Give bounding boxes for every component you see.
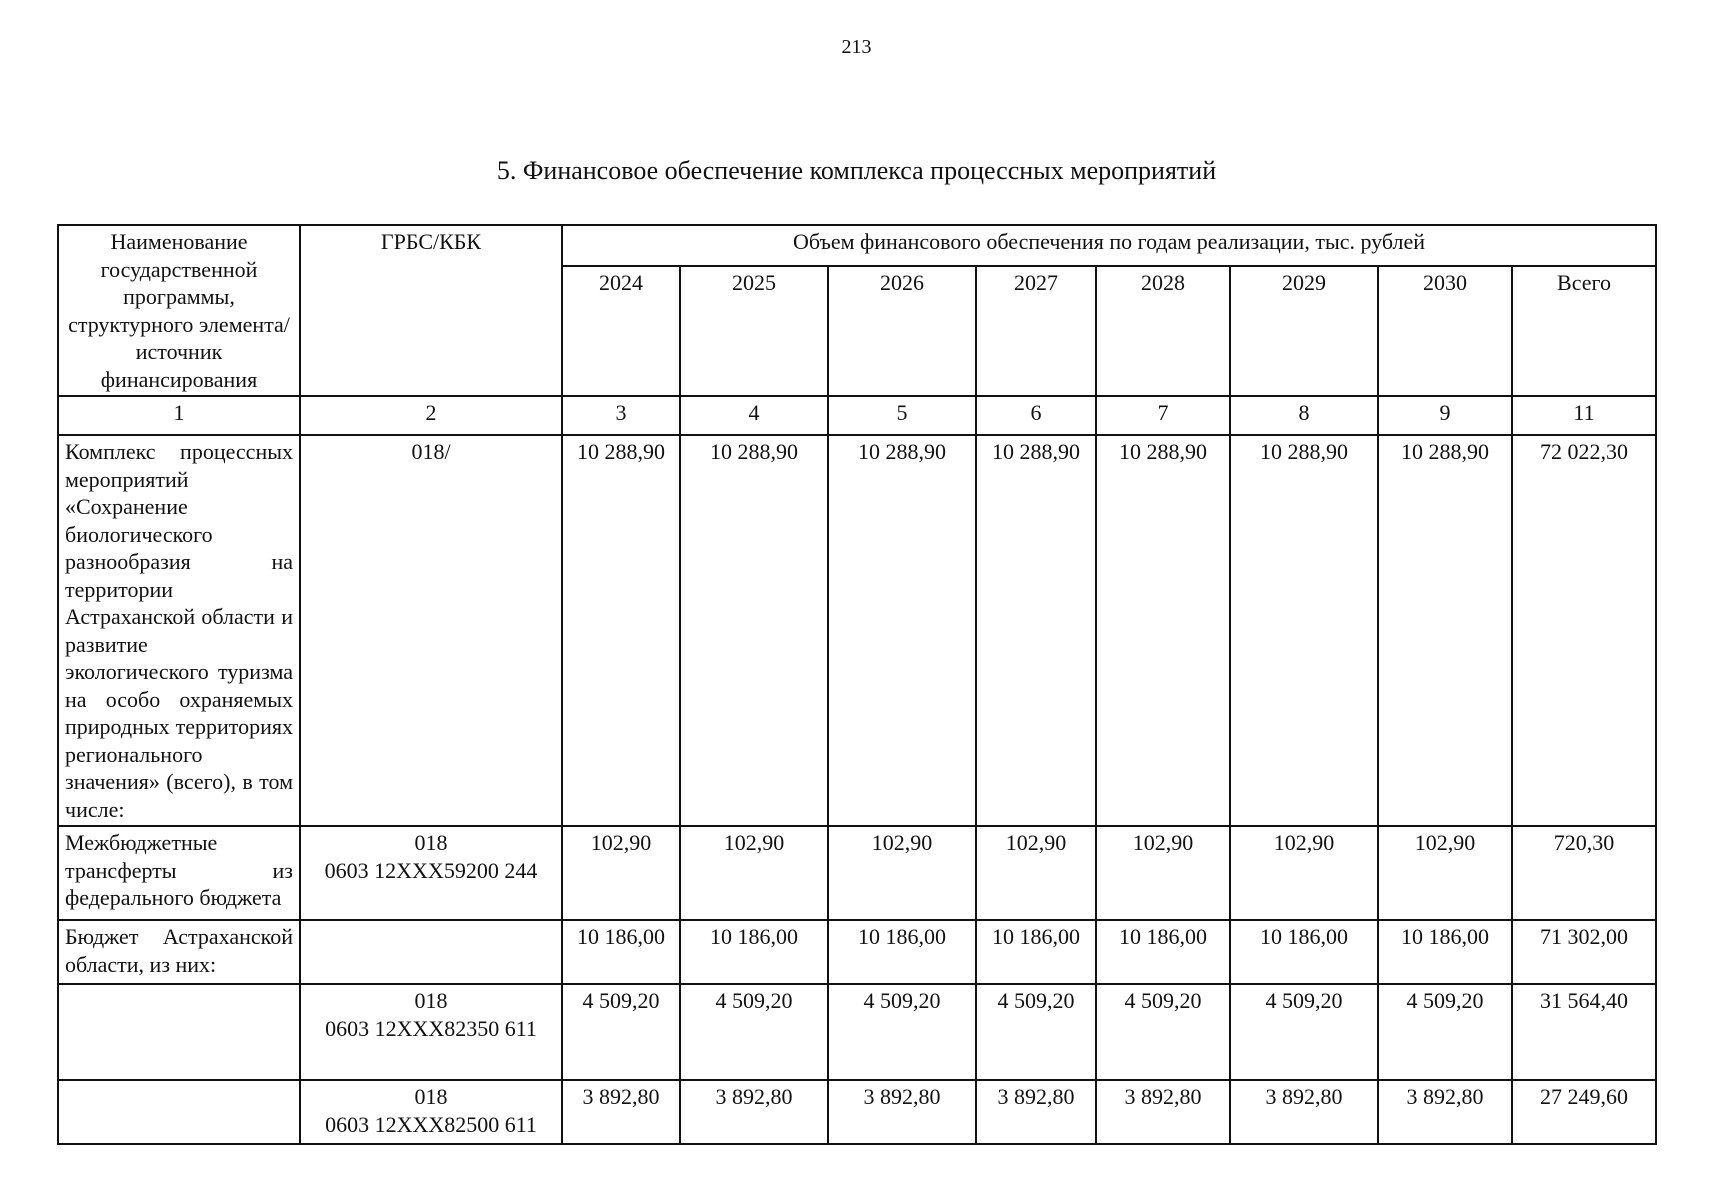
table-row-regional-budget: [58, 920, 1656, 984]
kbk-code: 018: [414, 1084, 448, 1109]
total-cell: 71 302,00: [1512, 920, 1656, 984]
value-cell: 102,90: [976, 826, 1096, 920]
column-number: 3: [562, 396, 680, 435]
header-grbs-kbk: ГРБС/КБК: [300, 225, 562, 396]
kbk-code: 018/: [411, 439, 451, 464]
page-number: 213: [841, 36, 872, 58]
column-number: 11: [1512, 396, 1656, 435]
column-number: 9: [1378, 396, 1512, 435]
column-number-row: [58, 396, 1656, 435]
row-kbk: [300, 435, 562, 826]
value-cell: 4 509,20: [828, 984, 976, 1080]
financing-table: [57, 224, 1657, 1145]
value-cell: 10 186,00: [1096, 920, 1230, 984]
kbk-code: 0603 12ХХХ82500 611: [325, 1111, 537, 1137]
table-row-kbk-82500: [58, 1080, 1656, 1144]
row-name: Комплекс процессных мероприятий «Сохранение биологического разнообразия на территории Астраханской области и развитие экологического туризма на особо охраняемых природных территориях регионального значения» (всего), в том числе:: [58, 435, 300, 826]
value-cell: 10 186,00: [1378, 920, 1512, 984]
row-kbk: [300, 1080, 562, 1144]
header-total: Всего: [1512, 266, 1656, 397]
row-name: Бюджет Астраханской области, из них:: [58, 920, 300, 984]
value-cell: 3 892,80: [1096, 1080, 1230, 1144]
header-year: 2027: [976, 266, 1096, 397]
column-number: 5: [828, 396, 976, 435]
row-kbk: [300, 984, 562, 1080]
header-year: 2029: [1230, 266, 1378, 397]
value-cell: 10 186,00: [976, 920, 1096, 984]
row-name: [58, 1080, 300, 1144]
value-cell: 102,90: [1378, 826, 1512, 920]
kbk-code: 0603 12ХХХ82350 611: [325, 1015, 537, 1041]
value-cell: 102,90: [828, 826, 976, 920]
value-cell: 4 509,20: [1378, 984, 1512, 1080]
kbk-code: 018: [414, 830, 448, 855]
value-cell: 3 892,80: [828, 1080, 976, 1144]
header-year: 2030: [1378, 266, 1512, 397]
value-cell: 10 186,00: [1230, 920, 1378, 984]
column-number: 4: [680, 396, 828, 435]
total-cell: 72 022,30: [1512, 435, 1656, 826]
value-cell: 102,90: [1096, 826, 1230, 920]
value-cell: 10 186,00: [828, 920, 976, 984]
value-cell: 3 892,80: [976, 1080, 1096, 1144]
value-cell: 10 186,00: [562, 920, 680, 984]
kbk-code: 018: [414, 988, 448, 1013]
row-name: [58, 984, 300, 1080]
value-cell: 102,90: [680, 826, 828, 920]
value-cell: 10 288,90: [976, 435, 1096, 826]
value-cell: 3 892,80: [1230, 1080, 1378, 1144]
value-cell: 102,90: [1230, 826, 1378, 920]
value-cell: 10 288,90: [1378, 435, 1512, 826]
table-row-federal-transfers: [58, 826, 1656, 920]
column-number: 8: [1230, 396, 1378, 435]
column-number: 7: [1096, 396, 1230, 435]
row-kbk: [300, 826, 562, 920]
value-cell: 10 288,90: [828, 435, 976, 826]
value-cell: 102,90: [562, 826, 680, 920]
value-cell: 10 186,00: [680, 920, 828, 984]
value-cell: 4 509,20: [562, 984, 680, 1080]
header-year: 2024: [562, 266, 680, 397]
value-cell: 4 509,20: [1230, 984, 1378, 1080]
header-year: 2025: [680, 266, 828, 397]
value-cell: 3 892,80: [1378, 1080, 1512, 1144]
header-year: 2028: [1096, 266, 1230, 397]
column-number: 6: [976, 396, 1096, 435]
value-cell: 4 509,20: [680, 984, 828, 1080]
section-title: 5. Финансовое обеспечение комплекса процессных мероприятий: [496, 156, 1217, 185]
header-name: Наименование государственной программы, структурного элемента/источник финансирования: [58, 225, 300, 396]
value-cell: 10 288,90: [1230, 435, 1378, 826]
kbk-code: 0603 12ХХХ59200 244: [324, 857, 538, 883]
header-row-top: [58, 225, 1656, 266]
column-number: 2: [300, 396, 562, 435]
value-cell: 10 288,90: [1096, 435, 1230, 826]
row-kbk: [300, 920, 562, 984]
value-cell: 10 288,90: [562, 435, 680, 826]
row-name: Межбюджетные трансферты из федерального бюджета: [58, 826, 300, 920]
value-cell: 3 892,80: [562, 1080, 680, 1144]
value-cell: 4 509,20: [1096, 984, 1230, 1080]
value-cell: 3 892,80: [680, 1080, 828, 1144]
total-cell: 31 564,40: [1512, 984, 1656, 1080]
value-cell: 4 509,20: [976, 984, 1096, 1080]
total-cell: 27 249,60: [1512, 1080, 1656, 1144]
total-cell: 720,30: [1512, 826, 1656, 920]
header-year: 2026: [828, 266, 976, 397]
table-row-complex-total: [58, 435, 1656, 826]
column-number: 1: [58, 396, 300, 435]
value-cell: 10 288,90: [680, 435, 828, 826]
header-volume: Объем финансового обеспечения по годам реализации, тыс. рублей: [562, 225, 1656, 266]
table-row-kbk-82350: [58, 984, 1656, 1080]
